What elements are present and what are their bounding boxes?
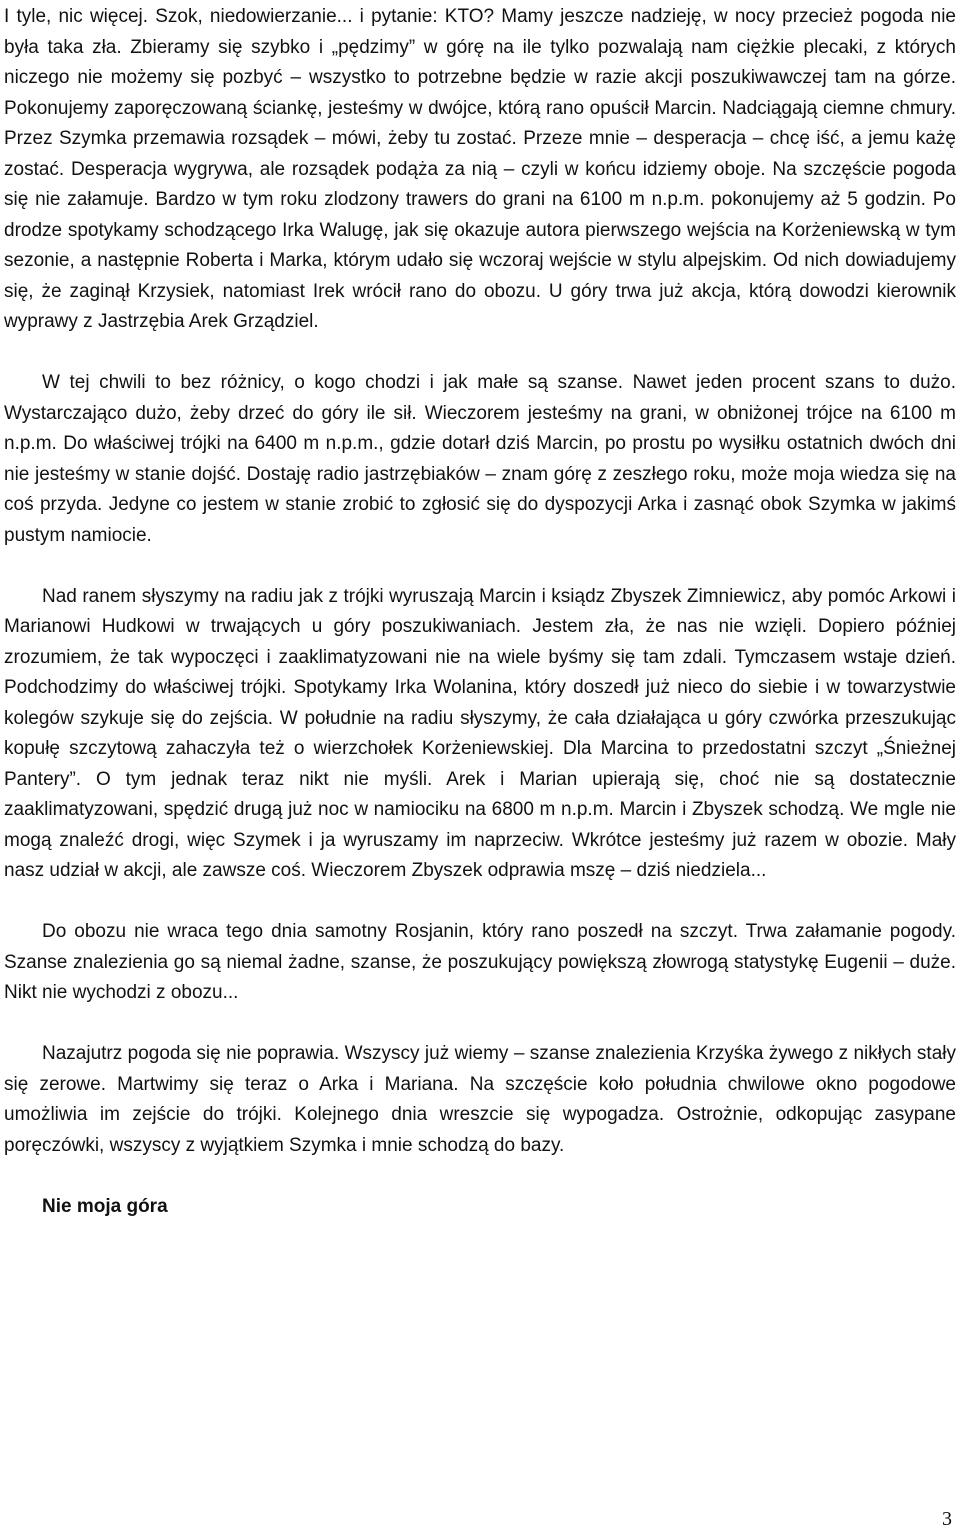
page-number: 3	[942, 1508, 952, 1530]
paragraph-1: I tyle, nic więcej. Szok, niedowierzanie... i pytanie: KTO? Mamy jeszcze nadzieję, w nocy przecież pogoda nie była taka zła. Zbieramy się szybko i „pędzimy” w górę na ile tylko pozwalają nam ciężkie plecaki, z których niczego nie możemy się pozbyć – wszystko to potrzebne będzie w razie akcji poszukiwawczej tam na górze. Pokonujemy zaporęczowaną ściankę, jesteśmy w dwójce, którą rano opuścił Marcin. Nadciągają ciemne chmury. Przez Szymka przemawia rozsądek – mówi, żeby tu zostać. Przeze mnie – desperacja – chcę iść, a jemu każę zostać. Desperacja wygrywa, ale rozsądek podąża za nią – czyli w końcu idziemy oboje. Na szczęście pogoda się nie załamuje. Bardzo w tym roku zlodzony trawers do grani na 6100 m n.p.m. pokonujemy aż 5 godzin. Po drodze spotykamy schodzącego Irka Walugę, jak się okazuje autora pierwszego wejścia na Korżeniewską w tym sezonie, a następnie Roberta i Marka, którym udało się wczoraj wejście w stylu alpejskim. Od nich dowiadujemy się, że zaginął Krzysiek, natomiast Irek wrócił rano do obozu. U góry trwa już akcja, którą dowodzi kierownik wyprawy z Jastrzębia Arek Grządziel.	[4, 6, 956, 332]
paragraph-2: W tej chwili to bez różnicy, o kogo chodzi i jak małe są szanse. Nawet jeden procent szans to dużo. Wystarczająco dużo, żeby drzeć do góry ile sił. Wieczorem jesteśmy na grani, w obniżonej trójce na 6100 m n.p.m. Do właściwej trójki na 6400 m n.p.m., gdzie dotarł dziś Marcin, po prostu po wysiłku ostatnich dwóch dni nie jesteśmy w stanie dojść. Dostaję radio jastrzębiaków – znam górę z zeszłego roku, może moja wiedza się na coś przyda. Jedyne co jestem w stanie zrobić to zgłosić się do dyspozycji Arka i zasnąć obok Szymka w jakimś pustym namiocie.	[4, 372, 956, 546]
paragraph-5: Nazajutrz pogoda się nie poprawia. Wszyscy już wiemy – szanse znalezienia Krzyśka żywego z nikłych stały się zerowe. Martwimy się teraz o Arka i Mariana. Na szczęście koło południa chwilowe okno pogodowe umożliwia im zejście do trójki. Kolejnego dnia wreszcie się wypogadza. Ostrożnie, odkopując zasypane poręczówki, wszyscy z wyjątkiem Szymka i mnie schodzą do bazy.	[4, 1043, 956, 1156]
section-heading: Nie moja góra	[42, 1195, 168, 1217]
paragraph-3: Nad ranem słyszymy na radiu jak z trójki wyruszają Marcin i ksiądz Zbyszek Zimniewicz, aby pomóc Arkowi i Marianowi Hudkowi w trwających u góry poszukiwaniach. Jestem zła, że nas nie wzięli. Dopiero później zrozumiem, że tak wypoczęci i zaaklimatyzowani nie na wiele byśmy się tam zdali. Tymczasem wstaje dzień. Podchodzimy do właściwej trójki. Spotykamy Irka Wolanina, który doszedł już nieco do siebie i w towarzystwie kolegów szykuje się do zejścia. W południe na radiu słyszymy, że cała działająca u góry czwórka przeszukując kopułę szczytową zahaczyła też o wierzchołek Korżeniewskiej. Dla Marcina to przedostatni szczyt „Śnieżnej Pantery”. O tym jednak teraz nikt nie myśli. Arek i Marian upierają się, choć nie są dostatecznie zaaklimatyzowani, spędzić drugą już noc w namiociku na 6800 m n.p.m. Marcin i Zbyszek schodzą. We mgle nie mogą znaleźć drogi, więc Szymek i ja wyruszamy im naprzeciw. Wkrótce jesteśmy już razem w obozie. Mały nasz udział w akcji, ale zawsze coś. Wieczorem Zbyszek odprawia mszę – dziś niedziela...	[4, 585, 956, 881]
paragraph-4: Do obozu nie wraca tego dnia samotny Rosjanin, który rano poszedł na szczyt. Trwa załamanie pogody. Szanse znalezienia go są niemal żadne, szanse, że poszukujący powiększą złowrogą statystykę Eugenii – duże. Nikt nie wychodzi z obozu...	[4, 921, 956, 1003]
